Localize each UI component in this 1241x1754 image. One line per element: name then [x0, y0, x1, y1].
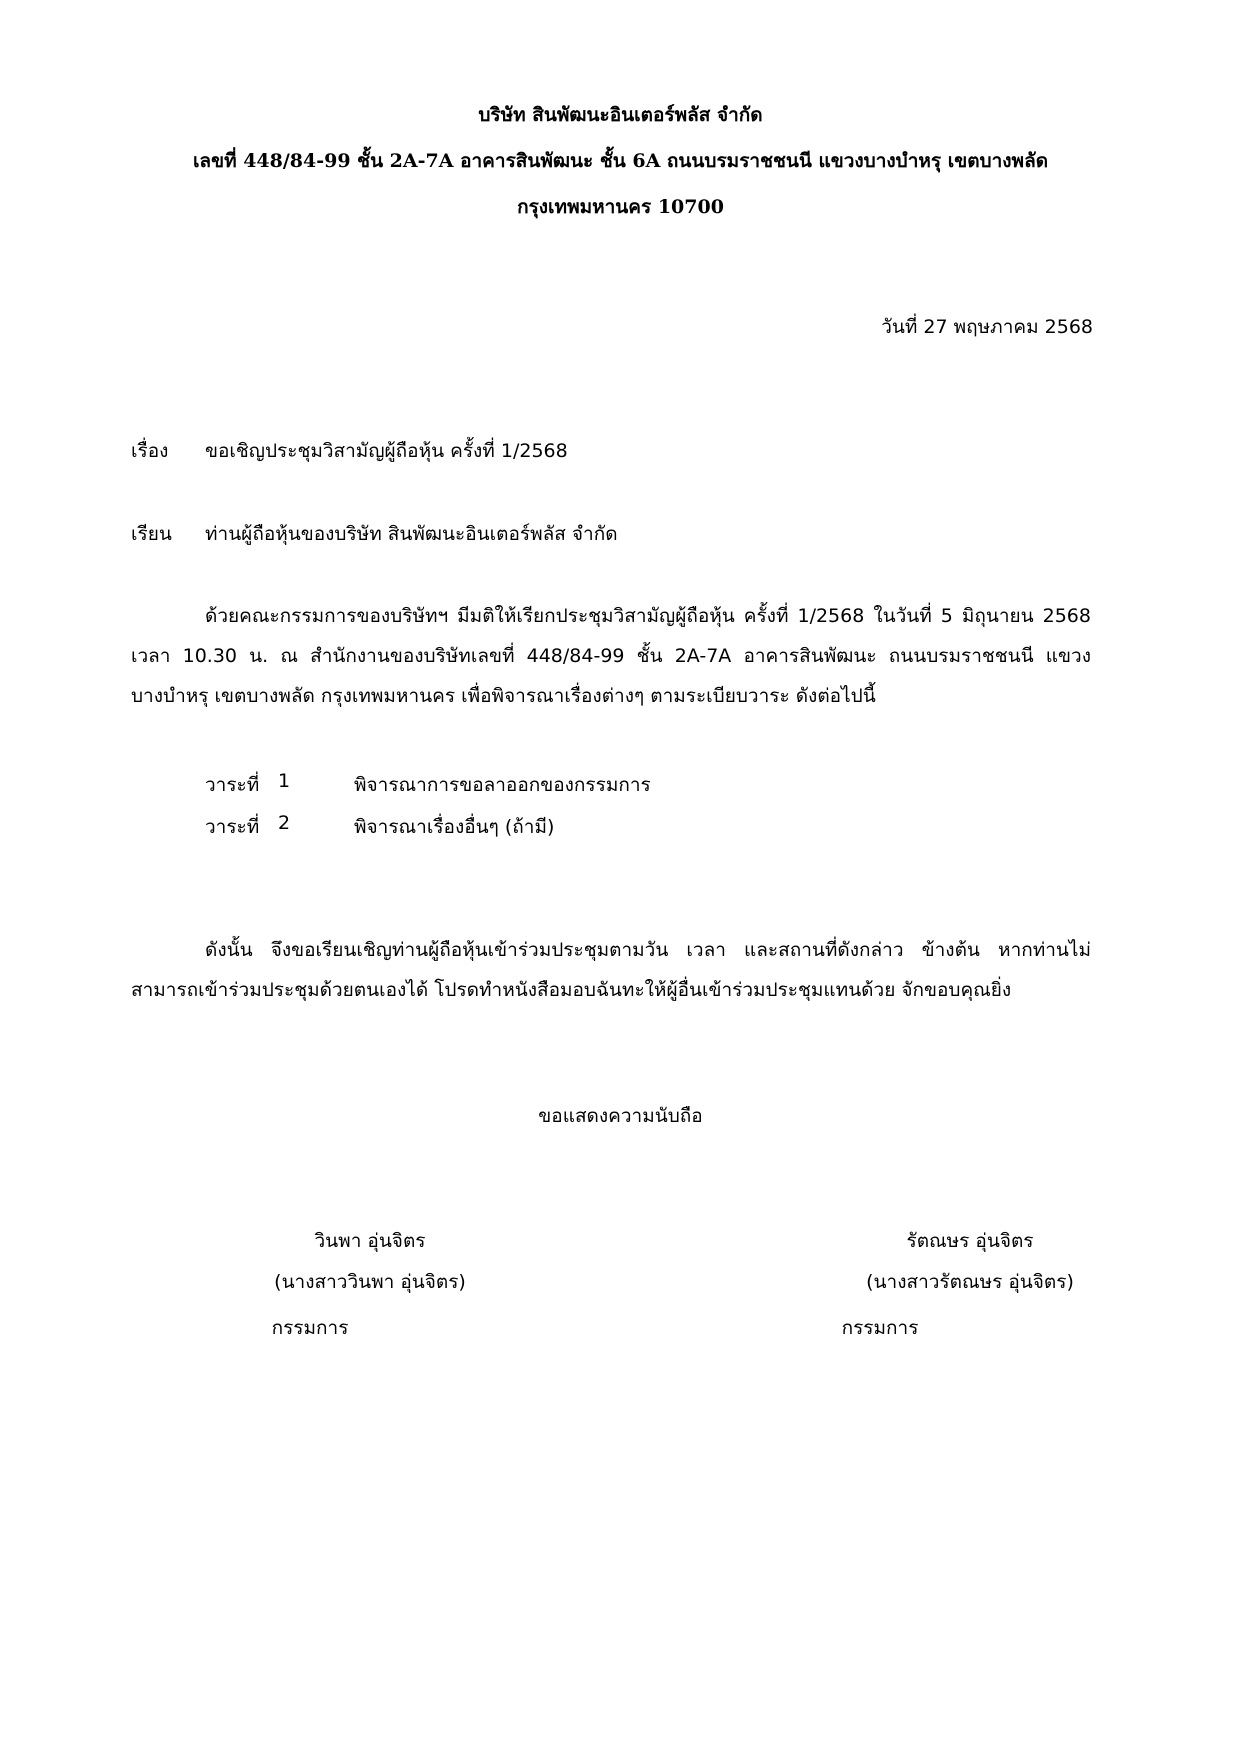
agenda-label: วาระที่: [205, 774, 260, 796]
closing-phrase: ขอแสดงความนับถือ: [538, 1105, 703, 1127]
body-paragraph-2: ดังนั้น จึงขอเรียนเชิญท่านผู้ถือหุ้นเข้าร่วมประชุมตามวัน เวลา และสถานที่ดังกล่าว ข้างต้น หากท่านไม่สามารถเข้าร่วมประชุมด้วยตนเองได้ โปรดทำหนังสือมอบฉันทะให้ผู้อื่นเข้าร่วมประชุมแทนด้วย จักขอบคุณยิ่ง: [131, 939, 1091, 1001]
signer-name: (นางสาววินพา อุ่นจิตร): [274, 1271, 466, 1293]
signature: วินพา อุ่นจิตร: [314, 1230, 426, 1252]
agenda-text: พิจารณาเรื่องอื่นๆ (ถ้ามี): [354, 816, 555, 838]
recipient-text: ท่านผู้ถือหุ้นของบริษัท สินพัฒนะอินเตอร์พลัส จำกัด: [205, 523, 618, 545]
agenda-number: 2: [278, 812, 291, 834]
company-name: บริษัท สินพัฒนะอินเตอร์พลัส จำกัด: [478, 104, 763, 126]
subject-label: เรื่อง: [131, 440, 169, 462]
recipient-label: เรียน: [131, 523, 172, 545]
signer-name: (นางสาวรัตณษร อุ่นจิตร): [866, 1271, 1074, 1293]
agenda-text: พิจารณาการขอลาออกของกรรมการ: [354, 774, 651, 796]
signer-title: กรรมการ: [841, 1317, 919, 1339]
letter-date: วันที่ 27 พฤษภาคม 2568: [881, 316, 1093, 338]
company-address-line2: กรุงเทพมหานคร 10700: [517, 196, 724, 218]
signature: รัตณษร อุ่นจิตร: [906, 1230, 1034, 1252]
body-paragraph-1: ด้วยคณะกรรมการของบริษัทฯ มีมติให้เรียกประชุมวิสามัญผู้ถือหุ้น ครั้งที่ 1/2568 ในวันที่ 5 มิถุนายน 2568 เวลา 10.30 น. ณ สำนักงานของบริษัทเลขที่ 448/84-99 ชั้น 2A-7A อาคารสินพัฒนะ ถนนบรมราชชนนี แขวงบางบำหรุ เขตบางพลัด กรุงเทพมหานคร เพื่อพิจารณาเรื่องต่างๆ ตามระเบียบวาระ ดังต่อไปนี้: [131, 605, 1091, 707]
company-address-line1: เลขที่ 448/84-99 ชั้น 2A-7A อาคารสินพัฒนะ ชั้น 6A ถนนบรมราชชนนี แขวงบางบำหรุ เขตบางพลัด: [192, 150, 1049, 172]
signer-title: กรรมการ: [271, 1317, 349, 1339]
agenda-label: วาระที่: [205, 816, 260, 838]
agenda-number: 1: [278, 770, 291, 792]
subject-text: ขอเชิญประชุมวิสามัญผู้ถือหุ้น ครั้งที่ 1/2568: [205, 440, 568, 462]
